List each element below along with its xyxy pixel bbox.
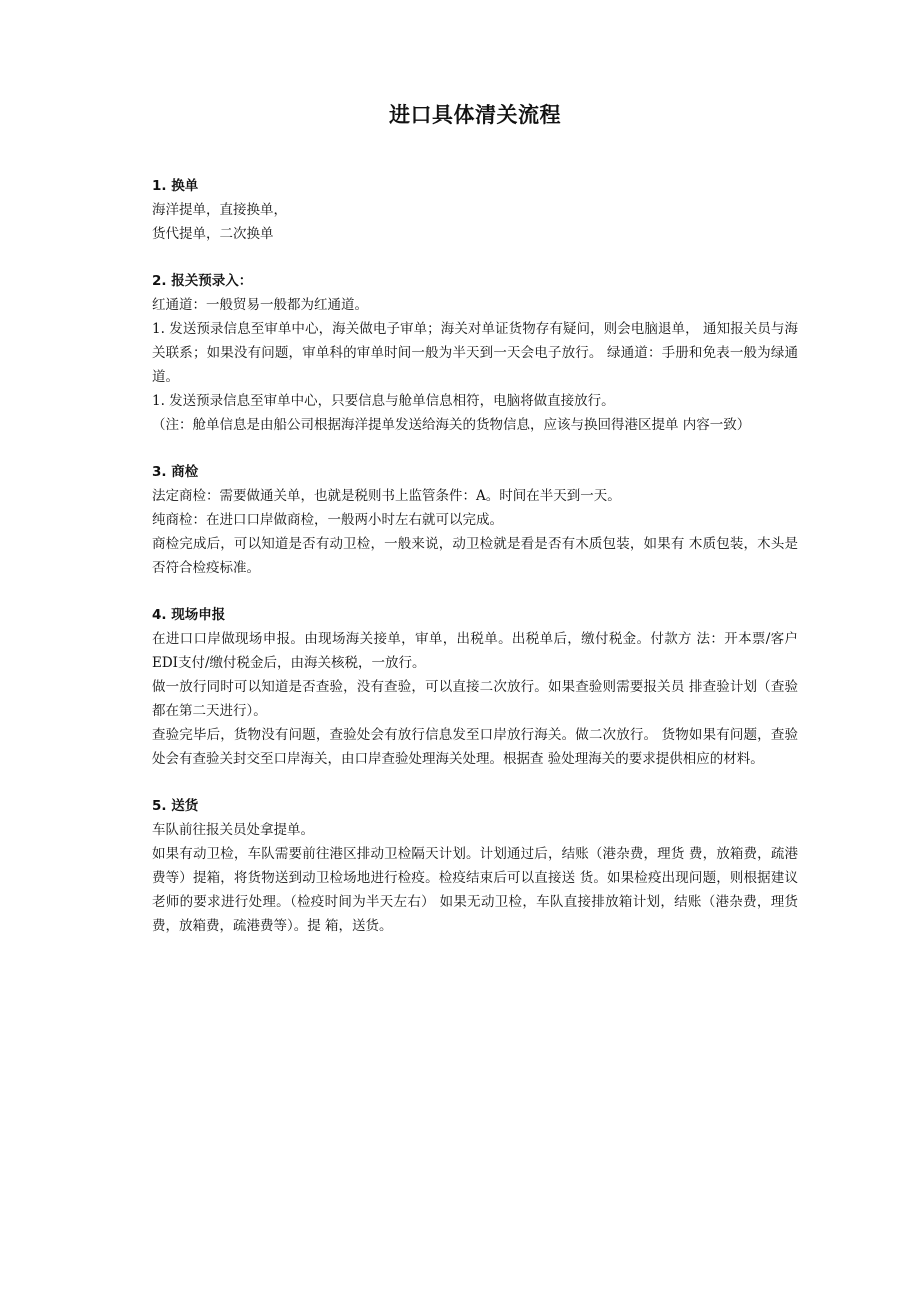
section-heading: 1. 换单 bbox=[152, 178, 199, 194]
paragraph: 货代提单，二次换单 bbox=[152, 226, 274, 242]
section-on-site-declaration bbox=[152, 603, 798, 771]
section-heading: 3. 商检 bbox=[152, 464, 199, 480]
section-commodity-inspection bbox=[152, 460, 798, 580]
section-heading: 2. 报关预录入： bbox=[152, 273, 253, 289]
paragraph: 商检完成后，可以知道是否有动卫检，一般来说，动卫检就是看是否有木质包装，如果有 木质包装，木头是否符合检疫标准。 bbox=[152, 536, 798, 576]
paragraph: 在进口口岸做现场申报。由现场海关接单，审单，出税单。出税单后，缴付税金。付款方 法：开本票/客户EDI支付/缴付税金后，由海关核税，一放行。 bbox=[152, 631, 798, 671]
paragraph: （注：舱单信息是由船公司根据海洋提单发送给海关的货物信息，应该与换回得港区提单 内容一致） bbox=[152, 417, 751, 433]
paragraph: 红通道：一般贸易一般都为红通道。 bbox=[152, 297, 368, 313]
paragraph: 纯商检：在进口口岸做商检，一般两小时左右就可以完成。 bbox=[152, 512, 503, 528]
section-delivery bbox=[152, 794, 798, 938]
document-title: 进口具体清关流程 bbox=[389, 103, 561, 127]
section-heading: 5. 送货 bbox=[152, 798, 199, 814]
section-heading: 4. 现场申报 bbox=[152, 607, 226, 623]
section-pre-entry bbox=[152, 269, 798, 437]
paragraph: 做一放行同时可以知道是否查验，没有查验，可以直接二次放行。如果查验则需要报关员 排查验计划（查验都在第二天进行）。 bbox=[152, 679, 798, 719]
paragraph: 1. 发送预录信息至审单中心，只要信息与舱单信息相符，电脑将做直接放行。 bbox=[152, 393, 615, 409]
section-exchange-bill bbox=[152, 174, 798, 246]
paragraph: 法定商检：需要做通关单，也就是税则书上监管条件：A。时间在半天到一天。 bbox=[152, 488, 621, 504]
paragraph: 查验完毕后，货物没有问题，查验处会有放行信息发至口岸放行海关。做二次放行。 货物如果有问题，查验处会有查验关封交至口岸海关，由口岸查验处理海关处理。根据查 验处理海关的要求提供相应的材料。 bbox=[152, 727, 798, 767]
paragraph: 如果有动卫检，车队需要前往港区排动卫检隔天计划。计划通过后，结账（港杂费，理货 费，放箱费，疏港费等）提箱，将货物送到动卫检场地进行检疫。检疫结束后可以直接送 货。如果检疫出现问题，则根据建议老师的要求进行处理。（检疫时间为半天左右） 如果无动卫检，车队直接排放箱计划，结账（港杂费，理货费，放箱费，疏港费等）。提 箱，送货。 bbox=[152, 846, 798, 934]
paragraph: 1. 发送预录信息至审单中心，海关做电子审单；海关对单证货物存有疑问，则会电脑退单， 通知报关员与海关联系；如果没有问题，审单科的审单时间一般为半天到一天会电子放行。 绿通道：手册和免表一般为绿通道。 bbox=[152, 321, 798, 385]
paragraph: 车队前往报关员处拿提单。 bbox=[152, 822, 314, 838]
paragraph: 海洋提单，直接换单， bbox=[152, 202, 287, 218]
document-page bbox=[152, 98, 798, 961]
